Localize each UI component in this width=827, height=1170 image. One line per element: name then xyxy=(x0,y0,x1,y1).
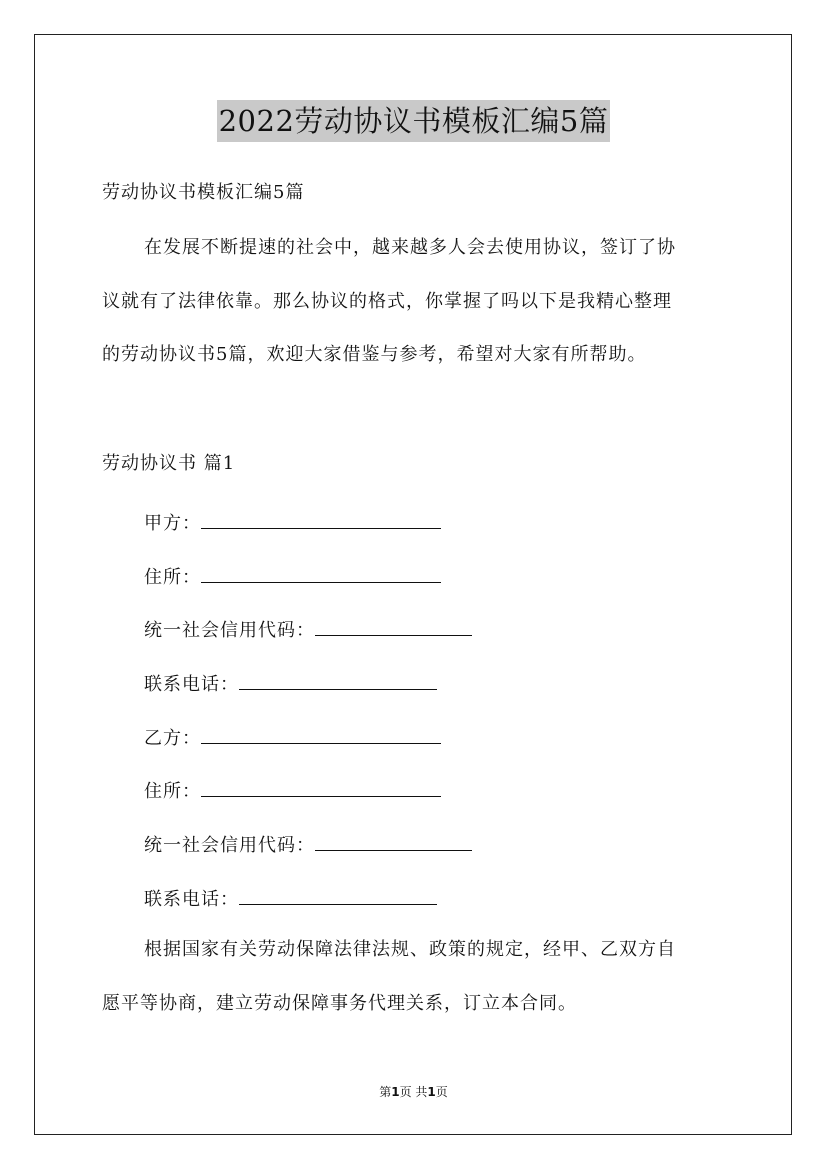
field-label: 联系电话： xyxy=(144,674,239,695)
fill-blank xyxy=(239,670,437,690)
intro-line-2: 议就有了法律依靠。那么协议的格式，你掌握了吗以下是我精心整理 xyxy=(102,291,672,312)
document-title-text: 2022劳动协议书模板汇编5篇 xyxy=(217,100,611,142)
field-address-a xyxy=(144,563,441,590)
document-title xyxy=(0,100,827,142)
field-label: 乙方： xyxy=(144,728,201,749)
fill-blank xyxy=(201,509,441,529)
page-number: 1 xyxy=(391,1085,400,1099)
fill-blank xyxy=(315,831,472,851)
field-label: 住所： xyxy=(144,567,201,588)
field-label: 甲方： xyxy=(144,513,201,534)
field-label: 联系电话： xyxy=(144,889,239,910)
page-footer xyxy=(0,1084,827,1100)
field-credit-code-a xyxy=(144,616,472,643)
body-line-2: 愿平等协商，建立劳动保障事务代理关系，订立本合同。 xyxy=(102,993,577,1014)
page-mid: 页 共 xyxy=(399,1085,428,1099)
intro-line-1: 在发展不断提速的社会中，越来越多人会去使用协议，签订了协 xyxy=(144,237,676,258)
fill-blank xyxy=(239,885,437,905)
field-credit-code-b xyxy=(144,831,472,858)
page-total: 1 xyxy=(427,1085,436,1099)
body-line-1: 根据国家有关劳动保障法律法规、政策的规定，经甲、乙双方自 xyxy=(144,939,676,960)
section-heading: 劳动协议书 篇1 xyxy=(102,453,236,474)
fill-blank xyxy=(315,616,472,636)
field-address-b xyxy=(144,777,441,804)
field-label: 住所： xyxy=(144,781,201,802)
page-suffix: 页 xyxy=(435,1085,448,1099)
field-phone-a xyxy=(144,670,437,697)
fill-blank xyxy=(201,563,441,583)
fill-blank xyxy=(201,724,441,744)
field-party-b xyxy=(144,724,441,751)
fill-blank xyxy=(201,777,441,797)
field-label: 统一社会信用代码： xyxy=(144,835,315,856)
document-subtitle: 劳动协议书模板汇编5篇 xyxy=(102,182,305,203)
field-party-a xyxy=(144,509,441,536)
field-phone-b xyxy=(144,885,437,912)
intro-line-3: 的劳动协议书5篇，欢迎大家借鉴与参考，希望对大家有所帮助。 xyxy=(102,344,647,365)
page-prefix: 第 xyxy=(379,1085,392,1099)
field-label: 统一社会信用代码： xyxy=(144,620,315,641)
